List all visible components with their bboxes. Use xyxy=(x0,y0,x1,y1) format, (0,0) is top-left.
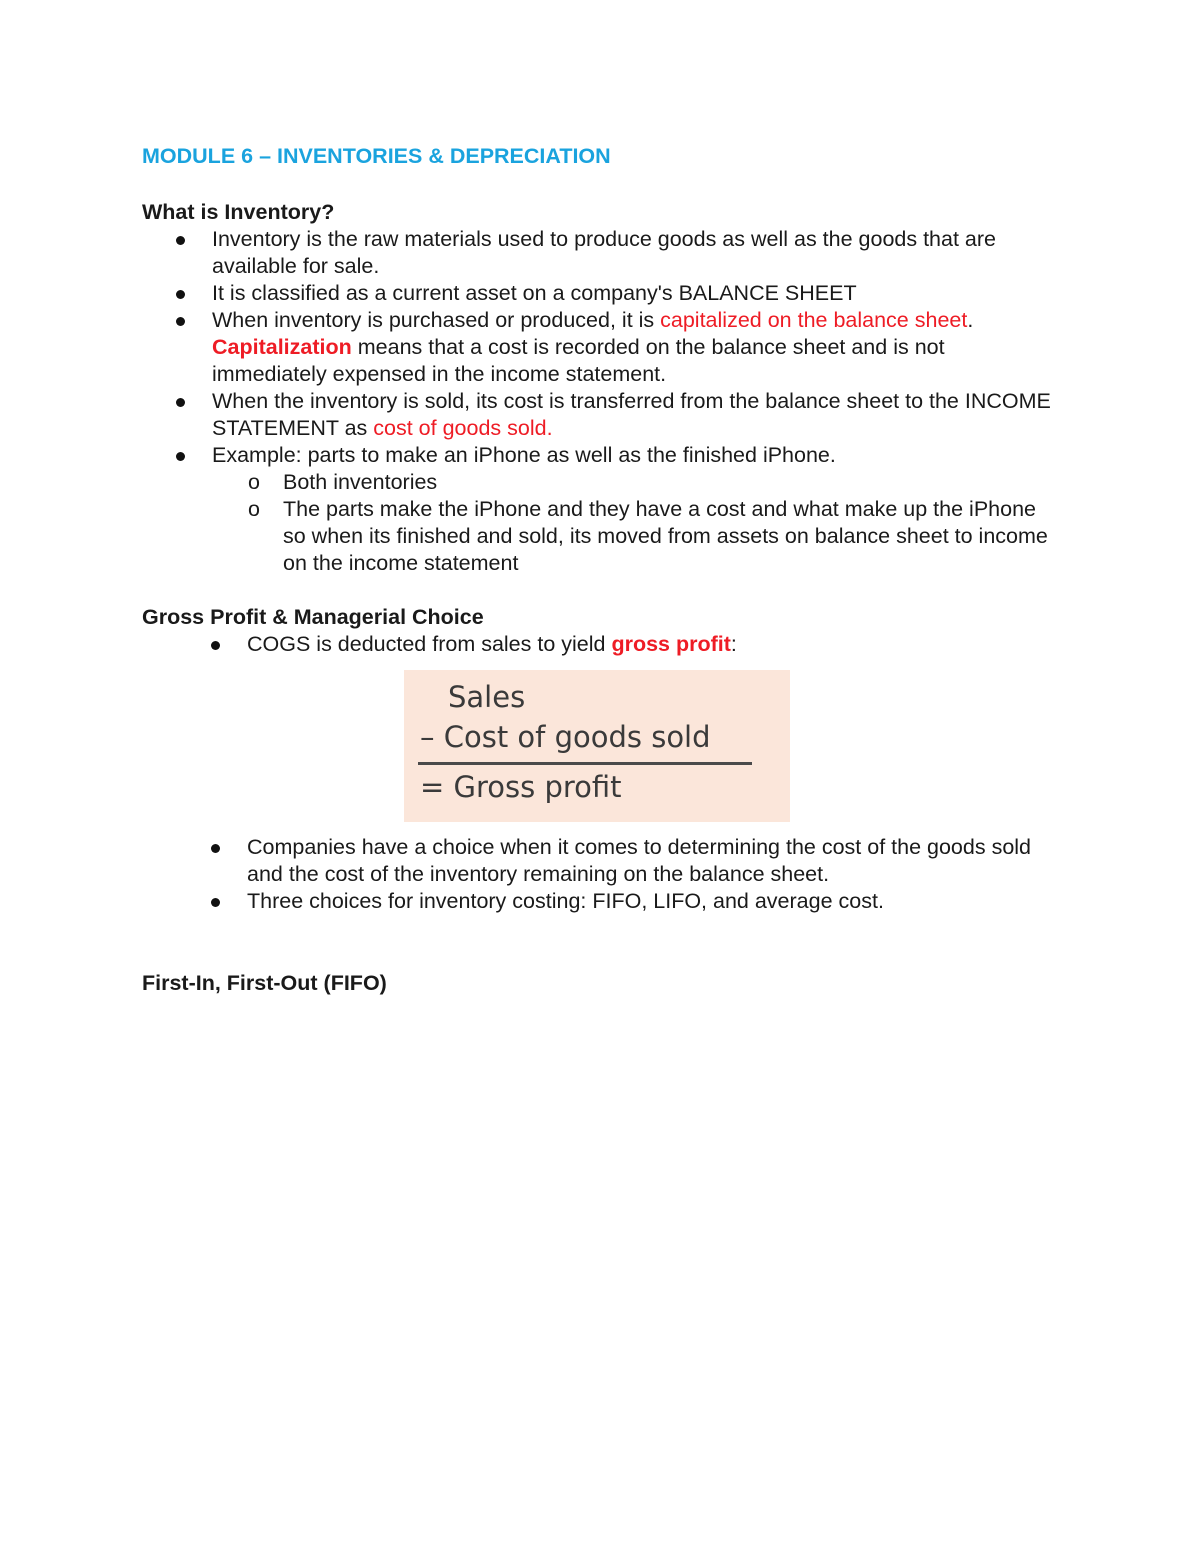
gross-profit-formula-image xyxy=(404,670,790,822)
bullet-icon xyxy=(176,290,185,299)
sub-list-item xyxy=(212,469,1062,496)
highlight-text: capitalized on the balance sheet xyxy=(660,308,968,332)
formula-divider xyxy=(418,762,752,765)
list-item xyxy=(142,442,1062,577)
sub-list xyxy=(212,469,1062,577)
formula-cogs: – Cost of goods sold xyxy=(420,720,711,754)
formula-gross-profit: = Gross profit xyxy=(420,770,622,804)
list-item xyxy=(142,834,1062,888)
section-heading-gross-profit: Gross Profit & Managerial Choice xyxy=(142,605,484,629)
bullet-icon xyxy=(176,398,185,407)
bullet-icon xyxy=(176,317,185,326)
bullet-text: When inventory is purchased or produced, it is xyxy=(212,308,661,332)
bullet-text: Three choices for inventory costing: FIFO, LIFO, and average cost. xyxy=(247,889,884,913)
list-item xyxy=(142,388,1062,442)
bullet-text: Inventory is the raw materials used to produce goods as well as the goods that are available for sale. xyxy=(212,227,996,278)
bullet-icon xyxy=(211,844,220,853)
list-item xyxy=(142,631,1062,658)
bullet-text: When the inventory is sold, its cost is transferred from the balance sheet to the INCOME STATEMENT as xyxy=(212,389,1051,440)
bullet-icon xyxy=(176,236,185,245)
bullet-icon xyxy=(211,898,220,907)
inventory-bullet-list xyxy=(142,226,1062,577)
list-item xyxy=(142,226,1062,280)
bullet-text: COGS is deducted from sales to yield xyxy=(247,632,612,656)
list-item xyxy=(142,280,1062,307)
bullet-text: means that a cost is recorded on the balance sheet and is not immediately expensed in the income statement. xyxy=(212,335,945,386)
bullet-text: : xyxy=(730,632,737,656)
list-item xyxy=(142,307,1062,388)
bullet-icon xyxy=(211,641,220,650)
costing-bullet-list xyxy=(142,834,1062,915)
sub-list-item xyxy=(212,496,1062,577)
section-heading-fifo: First-In, First-Out (FIFO) xyxy=(142,971,387,995)
formula-sales: Sales xyxy=(448,680,526,714)
sub-bullet-text: The parts make the iPhone and they have a cost and what make up the iPhone so when its finished and sold, its moved from assets on balance sheet to income on the income statement xyxy=(283,497,1048,575)
sub-bullet-icon: o xyxy=(248,497,260,521)
sub-bullet-icon: o xyxy=(248,470,260,494)
bullet-icon xyxy=(176,452,185,461)
list-item xyxy=(142,888,1062,915)
highlight-term: Capitalization xyxy=(212,335,352,359)
highlight-text: cost of goods sold. xyxy=(373,416,553,440)
bullet-text: Example: parts to make an iPhone as well as the finished iPhone. xyxy=(212,443,836,467)
highlight-term: gross profit xyxy=(611,632,731,656)
section-heading-what-is-inventory: What is Inventory? xyxy=(142,200,335,224)
gross-profit-bullet-list xyxy=(142,631,1062,658)
document-title: MODULE 6 – INVENTORIES & DEPRECIATION xyxy=(142,144,611,168)
bullet-text: . xyxy=(967,308,974,332)
bullet-text: It is classified as a current asset on a company's BALANCE SHEET xyxy=(212,281,857,305)
sub-bullet-text: Both inventories xyxy=(283,470,438,494)
document-page xyxy=(142,138,1062,997)
bullet-text: Companies have a choice when it comes to determining the cost of the goods sold and the cost of the inventory remaining on the balance sheet. xyxy=(247,835,1032,886)
